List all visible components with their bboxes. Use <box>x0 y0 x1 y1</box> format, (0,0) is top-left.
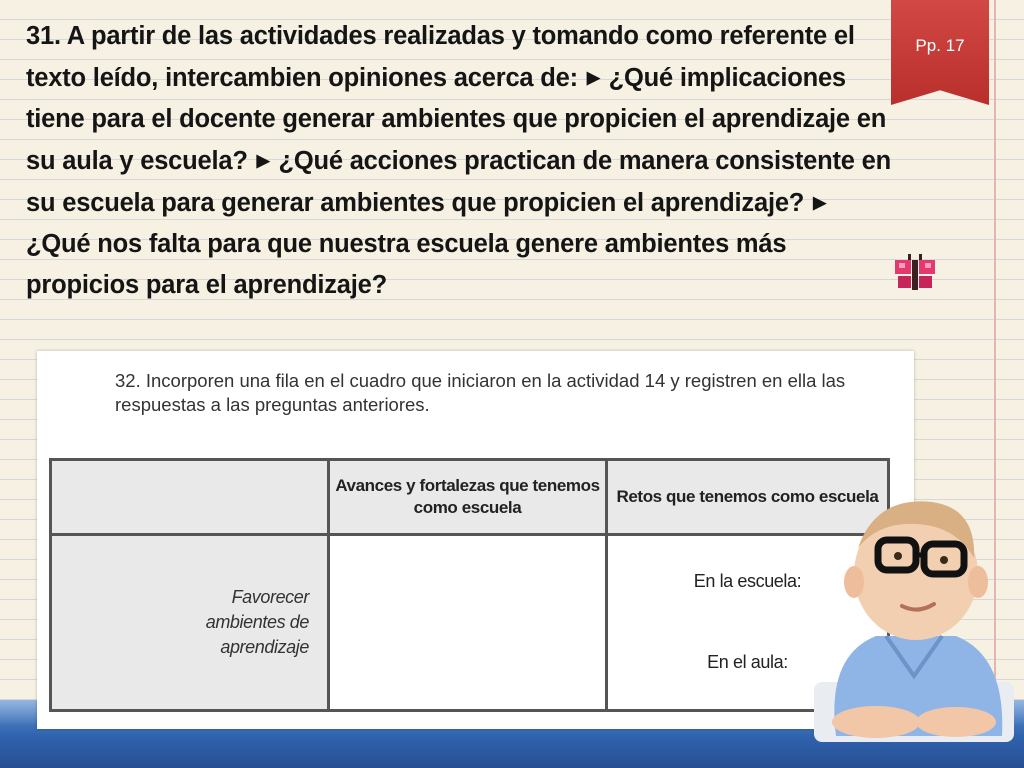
table-header-retos: Retos que tenemos como escuela <box>607 460 889 535</box>
avances-cell[interactable] <box>329 535 607 711</box>
row-label-ambientes <box>51 535 329 711</box>
answers-table <box>49 458 890 712</box>
triangle-bullet-icon: ▶ <box>586 68 600 87</box>
table-header-row <box>51 460 889 535</box>
question-31 <box>26 16 892 306</box>
row-label-text: Favorecer ambientes de aprendizaje <box>205 587 309 657</box>
retos-escuela-label: En la escuela: <box>693 571 802 591</box>
table-header-avances: Avances y fortalezas que tenemos como escuela <box>329 460 607 535</box>
page-number-label: Pp. 17 <box>915 36 965 55</box>
butterfly-icon <box>892 252 938 298</box>
baby-with-glasses-illustration <box>806 486 1024 768</box>
table-row <box>51 535 889 711</box>
worksheet-instruction: 32. Incorporen una fila en el cuadro que iniciaron en la actividad 14 y registren en ella las respuestas a las preguntas anteriores. <box>115 370 846 415</box>
worksheet-image <box>37 351 914 729</box>
table-header-blank <box>51 460 329 535</box>
question-intro: 31. A partir de las actividades realizadas y tomando como referente el texto leído, intercambien opiniones acerca de: <box>26 22 855 92</box>
question-implicaciones: ¿Qué implicaciones tiene para el docente generar ambientes que propicien el aprendizaje en su aula y escuela? <box>26 64 887 175</box>
triangle-bullet-icon: ▶ <box>256 151 270 170</box>
question-acciones: ¿Qué acciones practican de manera consistente en su escuela para generar ambientes que propicien el aprendizaje? <box>26 147 891 217</box>
question-falta: ¿Qué nos falta para que nuestra escuela genere ambientes más propicios para el aprendizaje? <box>26 230 787 299</box>
triangle-bullet-icon: ▶ <box>813 193 826 212</box>
retos-aula-label: En el aula: <box>707 652 788 672</box>
